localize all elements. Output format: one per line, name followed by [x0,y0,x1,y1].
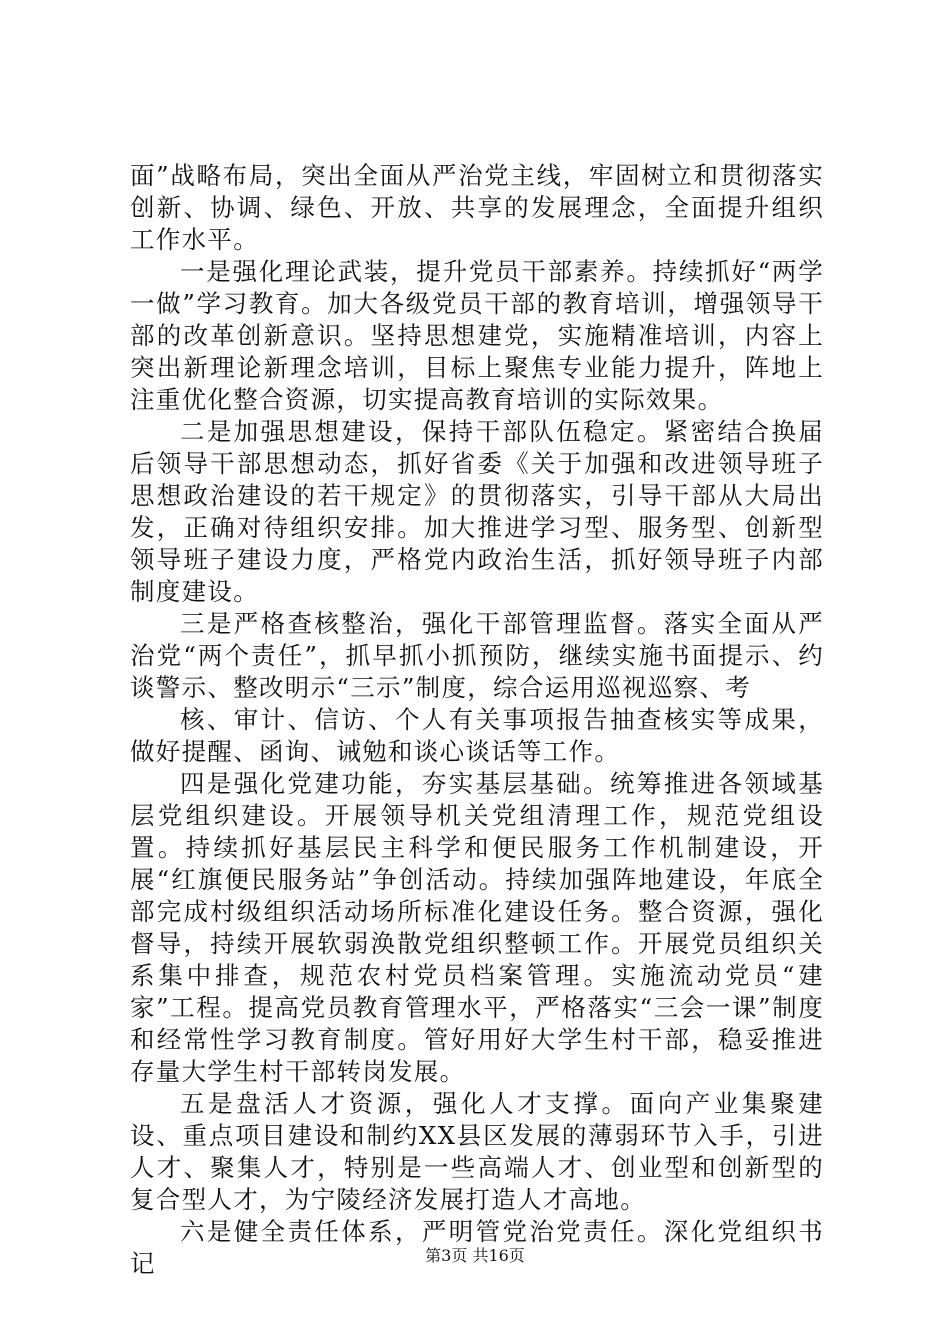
document-body [130,160,824,1280]
paragraph-theory-study: 一是强化理论武装，提升党员干部素养。持续抓好“两学一做”学习教育。加大各级党员干部的教育培训，增强领导干部的改革创新意识。坚持思想建党，实施精准培训，内容上突出新理论新理念培训，目标上聚焦专业能力提升，阵地上注重优化整合资源，切实提高教育培训的实际效果。 [130,257,824,414]
paragraph-talent: 五是盘活人才资源，强化人才支撑。面向产业集聚建设、重点项目建设和制约XX县区发展的薄弱环节入手，引进人才、聚集人才，特别是一些高端人才、创业型和创新型的复合型人才，为宁陵经济发展打造人才高地。 [130,1089,824,1214]
paragraph-ideological-building: 二是加强思想建设，保持干部队伍稳定。紧密结合换届后领导干部思想动态，抓好省委《关于加强和改进领导班子思想政治建设的若干规定》的贯彻落实，引导干部从大局出发，正确对待组织安排。加大推进学习型、服务型、创新型领导班子建设力度，严格党内政治生活，抓好领导班子内部制度建设。 [130,417,824,606]
paragraph-supervision-continued: 核、审计、信访、个人有关事项报告抽查核实等成果，做好提醒、函询、诫勉和谈心谈话等工作。 [130,705,824,766]
paragraph-grassroots: 四是强化党建功能，夯实基层基础。统筹推进各领域基层党组织建设。开展领导机关党组清理工作，规范党组设置。持续抓好基层民主科学和便民服务工作机制建设，开展“红旗便民服务站”争创活动。持续加强阵地建设，年底全部完成村级组织活动场所标准化建设任务。整合资源，强化督导，持续开展软弱涣散党组织整顿工作。开展党员组织关系集中排查，规范农村党员档案管理。实施流动党员“建家”工程。提高党员教育管理水平，严格落实“三会一课”制度和经常性学习教育制度。管好用好大学生村干部，稳妥推进存量大学生村干部转岗发展。 [130,769,824,1086]
paragraph-continuation: 面”战略布局，突出全面从严治党主线，牢固树立和贯彻落实创新、协调、绿色、开放、共享的发展理念，全面提升组织工作水平。 [130,161,824,254]
paragraph-responsibility: 六是健全责任体系，严明管党治党责任。深化党组织书记 [130,1217,824,1278]
page-number-footer: 第3页 共16页 [425,1246,525,1265]
paragraph-supervision: 三是严格查核整治，强化干部管理监督。落实全面从严治党“两个责任”，抓早抓小抓预防，继续实施书面提示、约谈警示、整改明示“三示”制度，综合运用巡视巡察、考 [130,609,824,702]
